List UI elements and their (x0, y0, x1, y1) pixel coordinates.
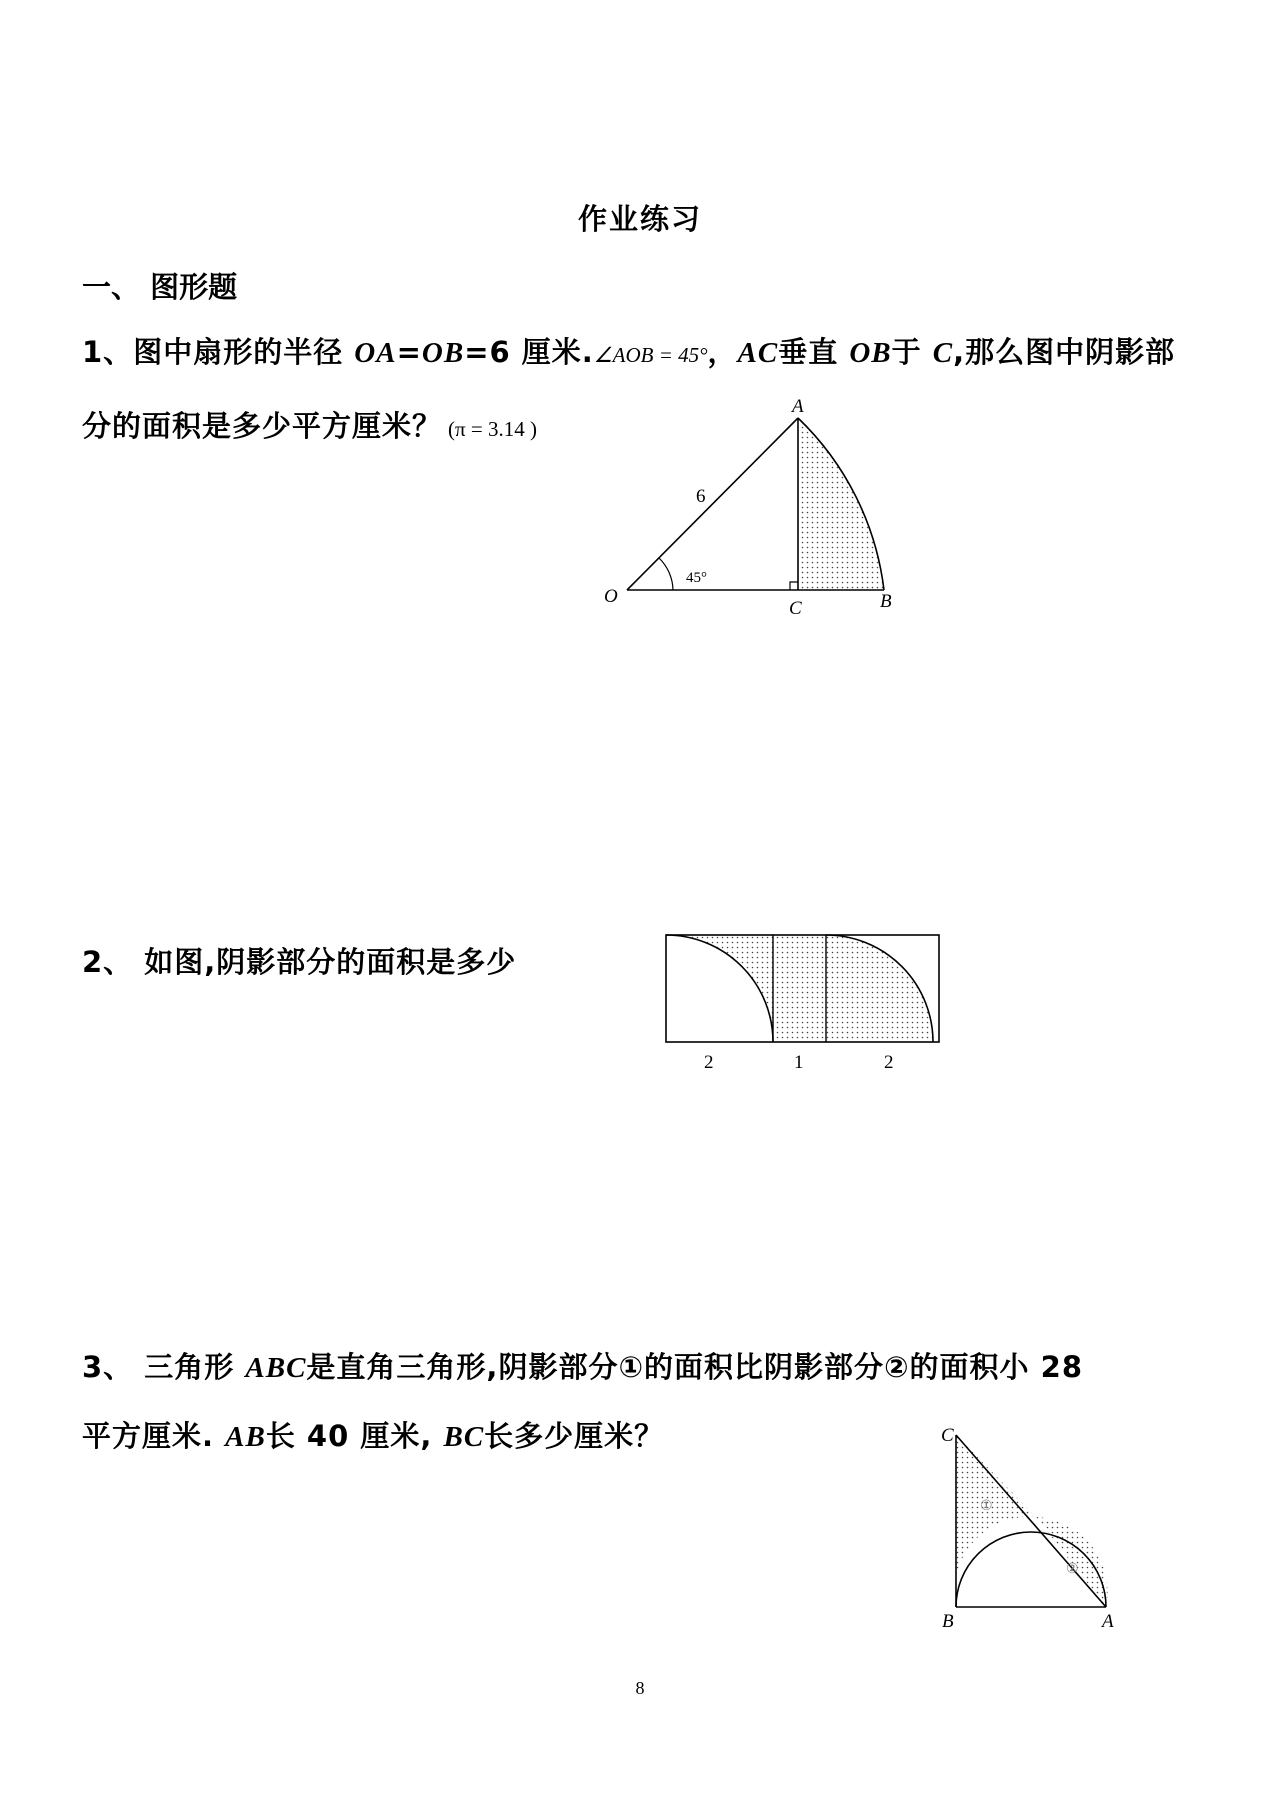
page-number: 8 (635, 1678, 645, 1698)
q1-c: C (932, 337, 954, 369)
label-c: C (789, 598, 802, 619)
shaded-region-1 (954, 1435, 1036, 1607)
q3-text-b: 是直角三角形,阴影部分①的面积比阴影部分②的面积小 28 (306, 1350, 1083, 1384)
label-b: B (880, 591, 892, 612)
page-title: 作业练习 (577, 202, 702, 236)
q1-number: 1、 (82, 335, 134, 369)
label-width-middle: 1 (794, 1052, 804, 1073)
figure-1-sector (600, 390, 920, 630)
q3-text-d: 长 40 厘米, (265, 1419, 444, 1453)
q1-eq: = (396, 335, 422, 369)
q1-text-a: 图中扇形的半径 (133, 335, 355, 369)
section-heading: 一、 图形题 (82, 270, 238, 304)
segment-oa (627, 418, 798, 590)
q1-ac: AC (737, 337, 779, 369)
label-width-left: 2 (704, 1052, 714, 1073)
q1-oa: OA (354, 337, 397, 369)
q3-text-c: 平方厘米. (82, 1419, 226, 1453)
label-a: A (1102, 1611, 1114, 1632)
q3-text-a: 三角形 (144, 1350, 246, 1384)
question-1-line-1 (82, 330, 1175, 371)
q1-ob: OB (421, 337, 465, 369)
figure-2-rectangle (660, 925, 950, 1075)
q1-text-b: =6 厘米. (464, 335, 594, 369)
question-3-line-1 (82, 1345, 1083, 1386)
q3-number: 3、 (82, 1350, 145, 1384)
label-side-6: 6 (696, 486, 706, 507)
right-angle-mark (790, 582, 798, 590)
q1-text-f: ,那么图中阴影部 (953, 335, 1176, 369)
question-3-line-2 (82, 1414, 664, 1455)
q3-ab: AB (225, 1421, 266, 1453)
figure-3-triangle (930, 1425, 1140, 1635)
q1-line-2-text: 分的面积是多少平方厘米？ (82, 409, 443, 443)
label-c: C (941, 1425, 954, 1446)
angle-arc (659, 558, 673, 590)
label-angle: 45° (686, 570, 707, 586)
shaded-right-quarter (826, 935, 933, 1042)
label-a: A (792, 396, 804, 417)
question-1-line-2 (82, 404, 537, 445)
label-width-right: 2 (884, 1052, 894, 1073)
question-2: 2、 如图,阴影部分的面积是多少 (82, 945, 517, 979)
shaded-left-corner (666, 935, 773, 1042)
q3-bc: BC (443, 1421, 485, 1453)
q3-abc: ABC (245, 1352, 307, 1384)
q1-pi: (π = 3.14 ) (448, 417, 537, 441)
q1-text-d: 垂直 (778, 335, 850, 369)
label-region-2: ② (1066, 1562, 1079, 1577)
shaded-middle (773, 935, 826, 1042)
label-region-1: ① (980, 1499, 993, 1514)
q1-angle: ∠AOB = 45° (593, 343, 708, 367)
label-b: B (942, 1611, 954, 1632)
shaded-region (798, 418, 884, 590)
q3-text-e: 长多少厘米？ (484, 1419, 665, 1453)
label-o: O (604, 586, 618, 607)
q1-text-e: 于 (891, 335, 933, 369)
q1-text-c: ， (707, 335, 738, 369)
q1-ob-2: OB (849, 337, 892, 369)
